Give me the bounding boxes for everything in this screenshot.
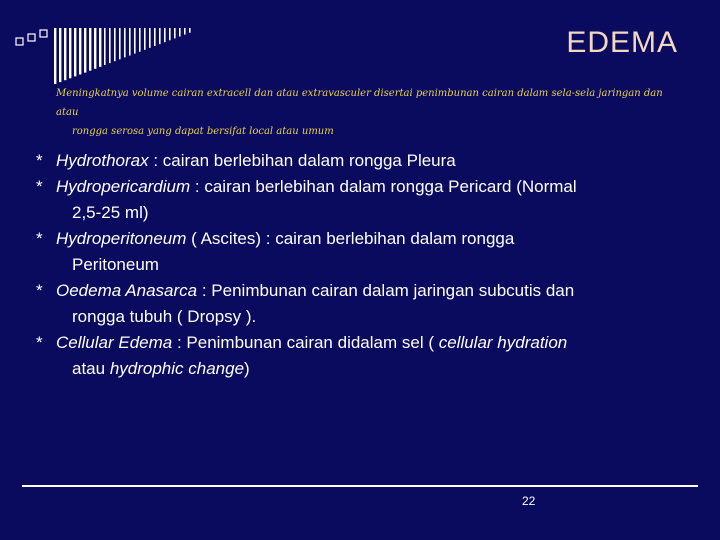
decoration-bar	[169, 28, 171, 40]
bullet-wrap-prefix: atau	[72, 359, 110, 378]
decoration-bar	[64, 28, 66, 80]
bullet-list	[36, 148, 686, 382]
subtitle-line-1: Meningkatnya volume cairan extracell dan atau extravasculer disertai penimbunan cairan dalam sela-sela jaringan dan atau	[56, 88, 663, 118]
subtitle-line-2: rongga serosa yang dapat bersifat local atau umum	[72, 126, 334, 137]
decoration-bar	[124, 28, 126, 57]
decoration-bar	[129, 28, 131, 56]
decoration-bar	[159, 28, 161, 44]
decoration-bar	[184, 28, 186, 35]
decoration-bar	[149, 28, 151, 48]
decoration-bar	[179, 28, 181, 37]
decoration-bar	[154, 28, 156, 46]
bullet-term: Cellular Edema	[56, 333, 173, 352]
decoration-bar	[89, 28, 91, 71]
bullet-term: Oedema Anasarca	[56, 281, 198, 300]
decoration-bar	[99, 28, 101, 67]
bullet-marker: *	[36, 151, 43, 170]
decoration-bar	[94, 28, 96, 69]
bullet-text: : Penimbunan cairan dalam jaringan subcutis dan	[197, 281, 575, 300]
decoration-bar	[59, 28, 61, 82]
decoration-bar	[54, 28, 56, 84]
slide-title: EDEMA	[566, 26, 678, 59]
bullet-text: : Penimbunan cairan didalam sel (	[172, 333, 439, 352]
bullet-marker: *	[36, 281, 43, 300]
bullet-marker: *	[36, 177, 43, 196]
subtitle-definition	[56, 84, 684, 141]
decoration-bar	[109, 28, 111, 63]
decoration-bar	[144, 28, 146, 50]
decoration-bar	[84, 28, 86, 73]
decoration-bar	[119, 28, 121, 59]
bullet-text-continued: rongga tubuh ( Dropsy ).	[72, 307, 257, 326]
decoration-bar	[74, 28, 76, 76]
bullet-item	[36, 278, 686, 330]
decoration-bar	[79, 28, 81, 75]
decoration-bar	[104, 28, 106, 65]
footer-divider	[22, 485, 698, 487]
bullet-item	[36, 330, 686, 382]
bullet-text: : cairan berlebihan dalam rongga Pericard (Normal	[190, 177, 577, 196]
bullet-term-inline: cellular hydration	[438, 333, 568, 352]
decoration-bar	[189, 28, 191, 33]
bullet-text: : cairan berlebihan dalam rongga Pleura	[148, 151, 456, 170]
bullet-wrap-suffix: )	[244, 359, 250, 378]
bullet-wrap-term: hydrophic change	[109, 359, 245, 378]
decoration-bar	[164, 28, 166, 42]
bullet-text-continued: 2,5-25 ml)	[72, 203, 149, 222]
page-number: 22	[522, 494, 536, 508]
bullet-text-continued	[56, 356, 686, 382]
bullet-marker: *	[36, 229, 43, 248]
decoration-bar	[114, 28, 116, 61]
decoration-bar	[69, 28, 71, 78]
bullet-text: ( Ascites) : cairan berlebihan dalam rongga	[186, 229, 515, 248]
decoration-bar	[174, 28, 176, 38]
decoration-bar	[139, 28, 141, 52]
bullet-text-continued: Peritoneum	[72, 255, 159, 274]
bullet-term: Hydrothorax	[56, 151, 149, 170]
bullet-term: Hydroperitoneum	[56, 229, 187, 248]
bullet-marker: *	[36, 333, 43, 352]
bullet-item	[36, 174, 686, 226]
decoration-bar	[134, 28, 136, 54]
bullet-item	[36, 226, 686, 278]
bullet-term: Hydropericardium	[56, 177, 191, 196]
bullet-item	[36, 148, 686, 174]
